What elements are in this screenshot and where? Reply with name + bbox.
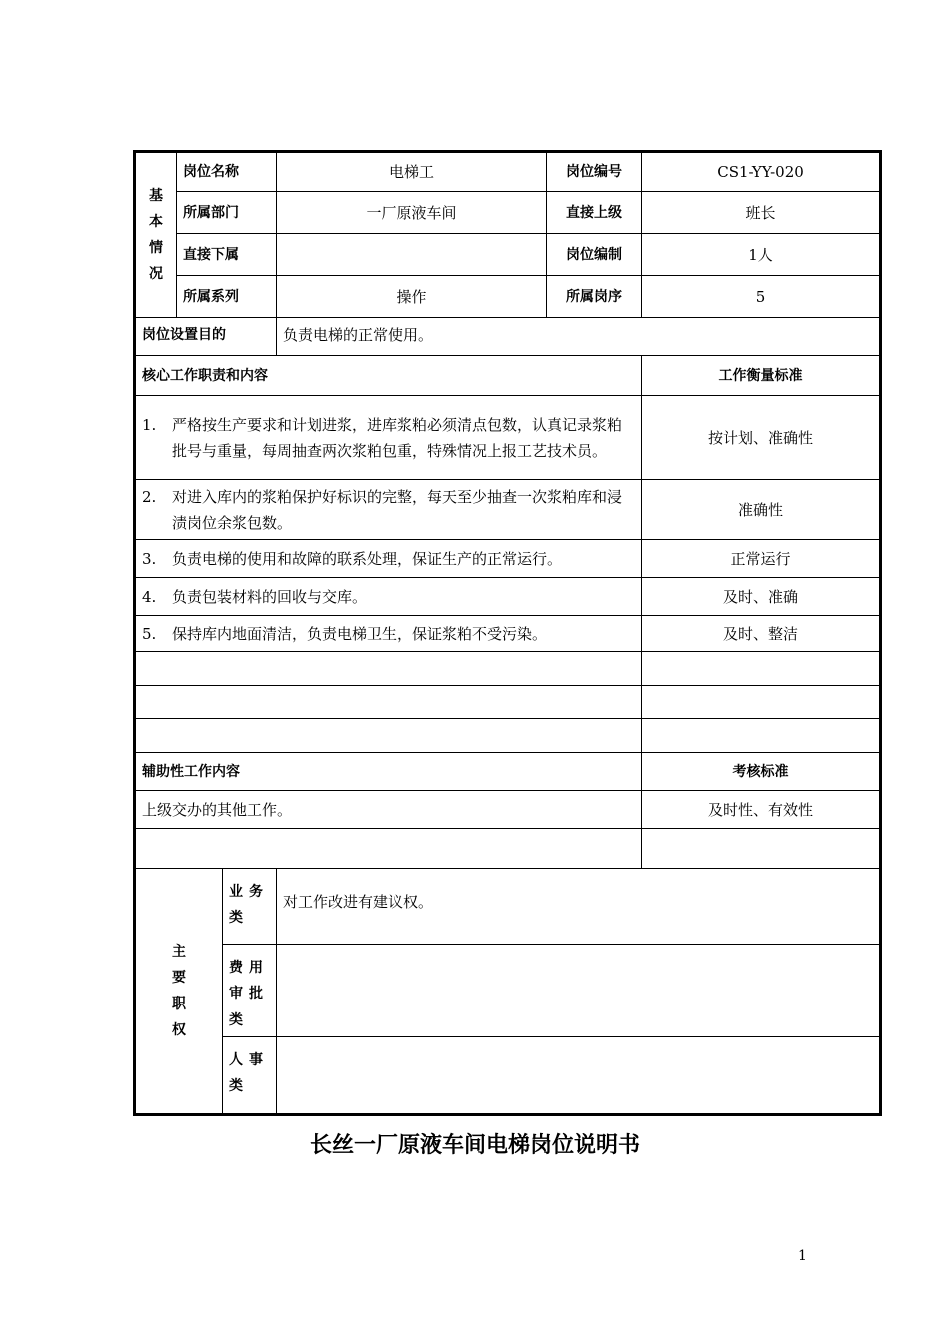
- core-header-row: [135, 356, 881, 396]
- basic-row: [135, 234, 881, 276]
- aux-header-left: 辅助性工作内容: [135, 753, 642, 791]
- duty-standard: 及时、准确: [642, 578, 881, 616]
- value-rank: 5: [642, 276, 881, 318]
- core-duty-row: [135, 480, 881, 540]
- core-duty-row: [135, 578, 881, 616]
- label-headcount: 岗位编制: [547, 234, 642, 276]
- authority-content-personnel: [277, 1037, 881, 1115]
- duty-text: 5. 保持库内地面清洁，负责电梯卫生，保证浆粕不受污染。: [135, 616, 642, 652]
- core-empty-row: [135, 652, 881, 686]
- label-subordinate: 直接下属: [177, 234, 277, 276]
- purpose-row: [135, 318, 881, 356]
- duty-text: 4. 负责包装材料的回收与交库。: [135, 578, 642, 616]
- authority-content-expense: [277, 945, 881, 1037]
- label-department: 所属部门: [177, 192, 277, 234]
- value-purpose: 负责电梯的正常使用。: [277, 318, 881, 356]
- label-job-name: 岗位名称: [177, 152, 277, 192]
- authority-row: [135, 945, 881, 1037]
- basic-section-label: 基 本 情 况: [135, 152, 177, 318]
- duty-standard: 准确性: [642, 480, 881, 540]
- authority-category-expense: 费用 审批 类: [223, 945, 277, 1037]
- core-empty-row: [135, 686, 881, 719]
- authority-row: [135, 1037, 881, 1115]
- page-number: 1: [798, 1248, 807, 1264]
- aux-standard: 及时性、有效性: [642, 791, 881, 829]
- duty-standard: 按计划、准确性: [642, 396, 881, 480]
- authority-row: [135, 869, 881, 945]
- duty-text: 2. 对进入库内的浆粕保护好标识的完整，每天至少抽查一次浆粕库和浸渍岗位余浆包数。: [135, 480, 642, 540]
- aux-empty-row: [135, 829, 881, 869]
- duty-standard: 及时、整洁: [642, 616, 881, 652]
- aux-header-row: [135, 753, 881, 791]
- label-supervisor: 直接上级: [547, 192, 642, 234]
- core-empty-row: [135, 719, 881, 753]
- value-department: 一厂原液车间: [277, 192, 547, 234]
- label-purpose: 岗位设置目的: [135, 318, 277, 356]
- duty-text: 1. 严格按生产要求和计划进浆，进库浆粕必须清点包数，认真记录浆粕批号与重量，每周抽查两次浆粕包重，特殊情况上报工艺技术员。: [135, 396, 642, 480]
- core-header-right: 工作衡量标准: [642, 356, 881, 396]
- value-series: 操作: [277, 276, 547, 318]
- aux-text: 上级交办的其他工作。: [135, 791, 642, 829]
- label-series: 所属系列: [177, 276, 277, 318]
- aux-header-right: 考核标准: [642, 753, 881, 791]
- core-duty-row: [135, 396, 881, 480]
- document-title: 长丝一厂原液车间电梯岗位说明书: [309, 1133, 640, 1158]
- authority-content-business: 对工作改进有建议权。: [277, 869, 881, 945]
- value-headcount: 1人: [642, 234, 881, 276]
- basic-row: [135, 276, 881, 318]
- label-job-code: 岗位编号: [547, 152, 642, 192]
- basic-row: [135, 152, 881, 192]
- authority-section-label: 主 要 职 权: [135, 869, 223, 1115]
- basic-row: [135, 192, 881, 234]
- aux-row: [135, 791, 881, 829]
- core-duty-row: [135, 616, 881, 652]
- value-subordinate: [277, 234, 547, 276]
- job-description-table: [133, 150, 882, 1116]
- authority-category-business: 业务 类: [223, 869, 277, 945]
- core-header-left: 核心工作职责和内容: [135, 356, 642, 396]
- core-duty-row: [135, 540, 881, 578]
- value-job-name: 电梯工: [277, 152, 547, 192]
- duty-standard: 正常运行: [642, 540, 881, 578]
- value-job-code: CS1-YY-020: [642, 152, 881, 192]
- value-supervisor: 班长: [642, 192, 881, 234]
- authority-category-personnel: 人事 类: [223, 1037, 277, 1115]
- duty-text: 3. 负责电梯的使用和故障的联系处理，保证生产的正常运行。: [135, 540, 642, 578]
- label-rank: 所属岗序: [547, 276, 642, 318]
